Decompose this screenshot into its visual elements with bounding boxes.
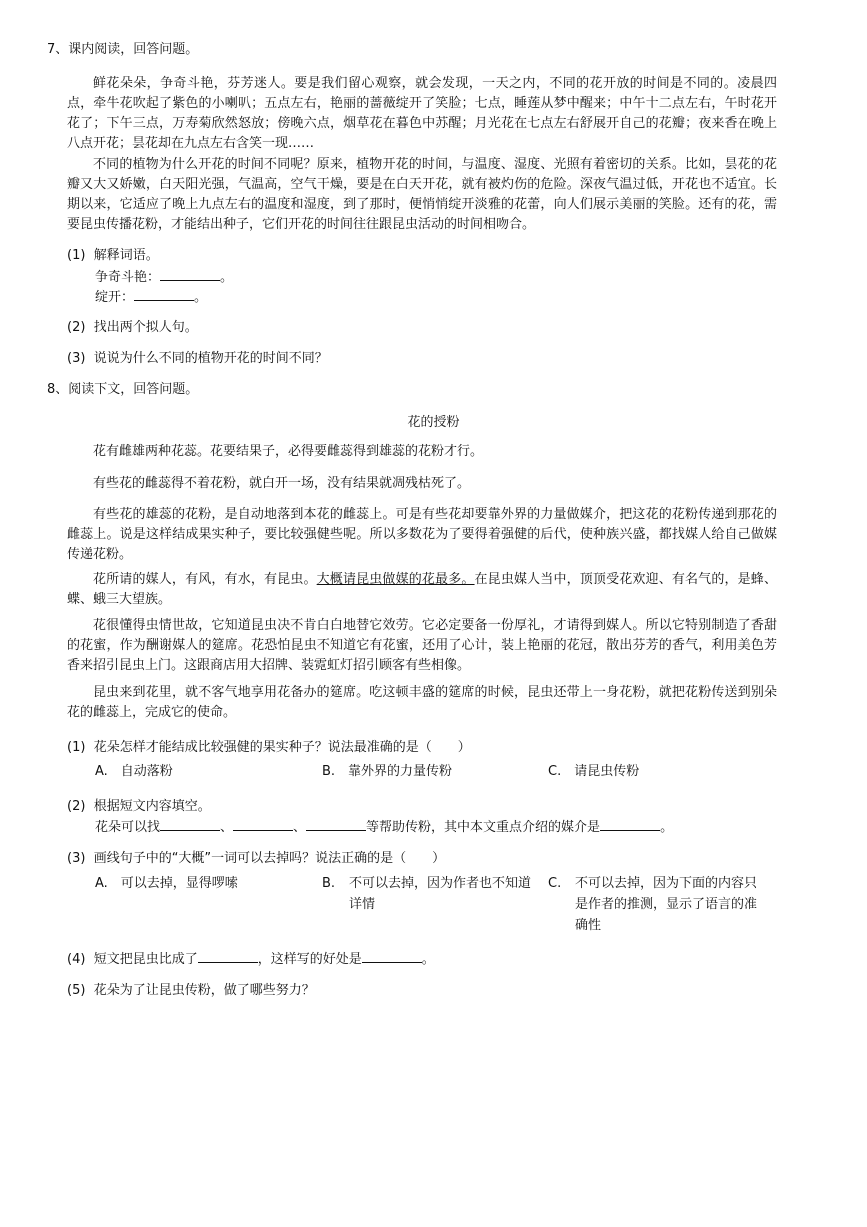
q7-heading: 7、课内阅读，回答问题。 xyxy=(47,42,199,57)
q8-heading: 8、阅读下文，回答问题。 xyxy=(47,382,199,397)
q8-paragraph-6: 昆虫来到花里，就不客气地享用花备办的筵席。吃这顿丰盛的筵席的时候，昆虫还带上一身花粉，就把花粉传送到别朵花的雌蕊上，完成它的使命。 xyxy=(67,685,777,720)
q7-sub3-number: (3) xyxy=(67,351,86,366)
answer-blank[interactable] xyxy=(362,951,422,963)
q7-sub1-item-a: 争奇斗艳： 。 xyxy=(95,270,234,285)
q7-paragraph-2: 不同的植物为什么开花的时间不同呢？原来，植物开花的时间，与温度、湿度、光照有着密切的关系。比如，昙花的花瓣又大又娇嫩，白天阳光强，气温高，空气干燥，要是在白天开花，就有被灼伤的危险。深夜气温过低，开花也不适宜。长期以来，它适应了晚上九点左右的温度和湿度，到了那时，便悄悄绽开淡雅的花蕾，向人们展示美丽的笑脸。还有的花，需要昆虫传播花粉，才能结出种子，它们开花的时间往往跟昆虫活动的时间相吻合。 xyxy=(67,157,777,232)
q8-paragraph-3: 有些花的雄蕊的花粉，是自动地落到本花的雌蕊上。可是有些花却要靠外界的力量做媒介，把这花的花粉传递到那花的雌蕊上。说是这样结成果实种子，要比较强健些呢。所以多数花为了要得着强健的后代，使种族兴盛，都找媒人给自己做媒传递花粉。 xyxy=(67,507,777,562)
q8-paragraph-4: 花所请的媒人，有风，有水，有昆虫。大概请昆虫做媒的花最多。在昆虫媒人当中，顶顶受花欢迎、有名气的，是蜂、蝶、蛾三大望族。 xyxy=(67,572,777,607)
q7-sub2-text: 找出两个拟人句。 xyxy=(93,320,198,335)
q8-sub3-option-c-label: C. xyxy=(548,876,562,891)
q7-sub3-text: 说说为什么不同的植物开花的时间不同？ xyxy=(93,351,328,366)
q8-paragraph-1: 花有雌雄两种花蕊。花要结果子，必得要雌蕊得到雄蕊的花粉才行。 xyxy=(93,444,484,459)
q8-paragraph-5: 花很懂得虫情世故，它知道昆虫决不肯白白地替它效劳。它必定要备一份厚礼，才请得到媒人。所以它特别制造了香甜的花蜜，作为酬谢媒人的筵席。花恐怕昆虫不知道它有花蜜，还用了心计，装上艳丽的花冠，散出芬芳的香气，利用美色芳香来招引昆虫上门。这跟商店用大招牌、装霓虹灯招引顾客有些相像。 xyxy=(67,618,777,673)
q8-sub1 xyxy=(67,738,471,757)
q8-sub3-option-a[interactable]: A. 可以去掉，显得啰嗦 xyxy=(95,876,238,891)
answer-blank[interactable] xyxy=(160,819,220,831)
q8-sub5-text: 花朵为了让昆虫传粉，做了哪些努力？ xyxy=(93,983,315,998)
q8-sub1-number: (1) xyxy=(67,740,86,755)
q7-sub2 xyxy=(67,318,198,337)
q7-sub1-text: 解释词语。 xyxy=(93,248,159,263)
q8-sub3 xyxy=(67,849,445,868)
q8-sub2 xyxy=(67,797,211,816)
underlined-sentence: 大概请昆虫做媒的花最多。 xyxy=(316,572,475,587)
q8-sub1-option-c[interactable]: C. 请昆虫传粉 xyxy=(548,764,640,779)
q8-sub3-text: 画线句子中的“大概”一词可以去掉吗？说法正确的是（ ） xyxy=(93,851,446,866)
q8-sub2-fill: 花朵可以找 、 、 等帮助传粉，其中本文重点介绍的媒介是 。 xyxy=(95,820,674,835)
q8-sub1-option-b[interactable]: B. 靠外界的力量传粉 xyxy=(322,764,453,779)
q8-paragraph-2: 有些花的雌蕊得不着花粉，就白开一场，没有结果就凋残枯死了。 xyxy=(93,476,471,491)
q7-sub1 xyxy=(67,246,159,265)
q7-sub3 xyxy=(67,349,328,368)
q8-sub1-text: 花朵怎样才能结成比较强健的果实种子？说法最准确的是（ ） xyxy=(93,740,471,755)
q8-sub4: (4) 短文把昆虫比成了 ，这样写的好处是 。 xyxy=(67,952,435,967)
q8-sub3-option-b-label: B. xyxy=(322,876,336,891)
answer-blank[interactable] xyxy=(233,819,293,831)
q7-term-zhengqidouyan: 争奇斗艳： xyxy=(95,270,161,285)
q8-sub2-text: 根据短文内容填空。 xyxy=(93,799,211,814)
q8-sub5-number: (5) xyxy=(67,983,86,998)
answer-blank[interactable] xyxy=(198,951,258,963)
q7-sub2-number: (2) xyxy=(67,320,86,335)
q8-sub3-option-c[interactable]: 不可以去掉，因为下面的内容只是作者的推测，显示了语言的准确性 xyxy=(575,876,758,933)
q7-sub1-number: (1) xyxy=(67,248,86,263)
answer-blank[interactable] xyxy=(134,289,194,301)
answer-blank[interactable] xyxy=(600,819,660,831)
q8-sub1-option-a[interactable]: A. 自动落粉 xyxy=(95,764,173,779)
q8-sub2-number: (2) xyxy=(67,799,86,814)
q7-sub1-item-b: 绽开： 。 xyxy=(95,290,208,305)
q8-sub3-number: (3) xyxy=(67,851,86,866)
q8-sub5 xyxy=(67,981,315,1000)
q7-term-zhankai: 绽开： xyxy=(95,290,135,305)
q8-sub4-number: (4) xyxy=(67,952,86,967)
answer-blank[interactable] xyxy=(306,819,366,831)
answer-blank[interactable] xyxy=(160,269,220,281)
q7-paragraph-1: 鲜花朵朵，争奇斗艳，芬芳迷人。要是我们留心观察，就会发现，一天之内，不同的花开放的时间是不同的。凌晨四点，牵牛花吹起了紫色的小喇叭；五点左右，艳丽的蔷薇绽开了笑脸；七点，睡莲从梦中醒来；中午十二点左右，午时花开花了；下午三点，万寿菊欣然怒放；傍晚六点，烟草花在暮色中苏醒；月光花在七点左右舒展开自己的花瓣；夜来香在晚上八点开花；昙花却在九点左右含笑一现…… xyxy=(67,76,777,151)
q8-sub3-option-b[interactable]: 不可以去掉，因为作者也不知道详情 xyxy=(349,876,532,912)
passage-title: 花的授粉 xyxy=(407,415,460,430)
